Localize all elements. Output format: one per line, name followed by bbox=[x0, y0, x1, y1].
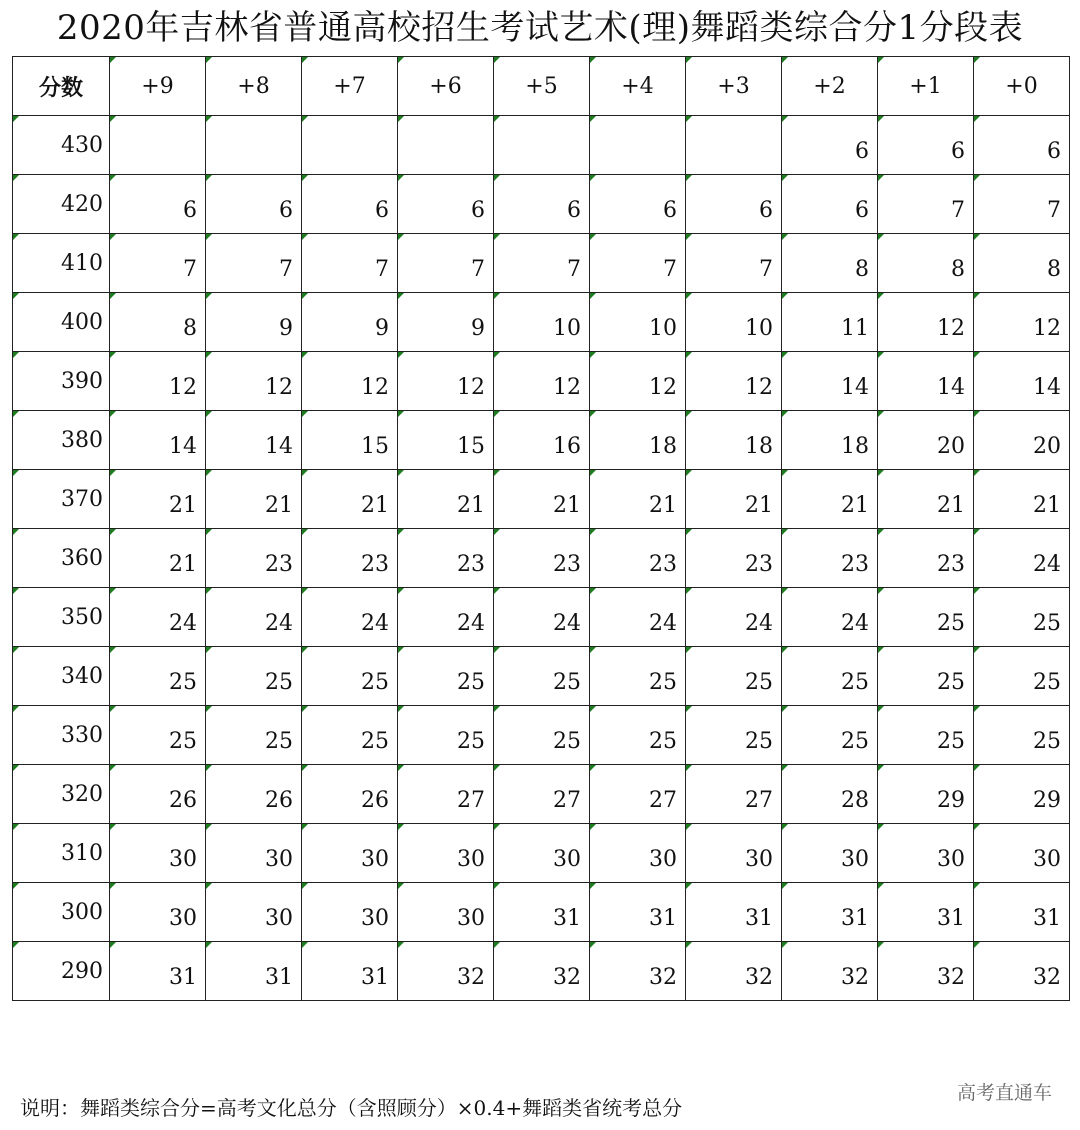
table-cell: 12 bbox=[110, 352, 206, 411]
table-cell: 32 bbox=[590, 942, 686, 1001]
table-cell: 24 bbox=[206, 588, 302, 647]
table-cell: 25 bbox=[302, 647, 398, 706]
table-cell: 6 bbox=[782, 116, 878, 175]
header-offset: +7 bbox=[302, 57, 398, 116]
score-segment-table bbox=[12, 56, 1070, 1001]
row-score: 350 bbox=[13, 588, 110, 647]
table-cell: 29 bbox=[878, 765, 974, 824]
table-cell: 6 bbox=[782, 175, 878, 234]
page-title: 2020年吉林省普通高校招生考试艺术(理)舞蹈类综合分1分段表 bbox=[56, 8, 1024, 48]
table-cell: 18 bbox=[590, 411, 686, 470]
table-row bbox=[13, 647, 1070, 706]
table-cell: 26 bbox=[206, 765, 302, 824]
table-cell: 25 bbox=[206, 706, 302, 765]
header-offset: +3 bbox=[686, 57, 782, 116]
row-score: 410 bbox=[13, 234, 110, 293]
table-cell: 21 bbox=[782, 470, 878, 529]
row-score: 370 bbox=[13, 470, 110, 529]
table-cell: 23 bbox=[878, 529, 974, 588]
table-cell: 7 bbox=[110, 234, 206, 293]
header-offset: +4 bbox=[590, 57, 686, 116]
table-cell: 28 bbox=[782, 765, 878, 824]
table-row bbox=[13, 293, 1070, 352]
table-cell: 31 bbox=[110, 942, 206, 1001]
table-cell: 20 bbox=[878, 411, 974, 470]
table-cell: 10 bbox=[494, 293, 590, 352]
table-cell: 25 bbox=[686, 647, 782, 706]
header-offset: +8 bbox=[206, 57, 302, 116]
table-cell: 31 bbox=[302, 942, 398, 1001]
header-offset: +6 bbox=[398, 57, 494, 116]
table-cell: 30 bbox=[398, 824, 494, 883]
table-cell: 7 bbox=[686, 234, 782, 293]
table-cell: 25 bbox=[398, 647, 494, 706]
table-cell: 21 bbox=[494, 470, 590, 529]
table-cell: 25 bbox=[782, 706, 878, 765]
table-cell: 25 bbox=[398, 706, 494, 765]
table-cell: 7 bbox=[206, 234, 302, 293]
table-cell: 21 bbox=[878, 470, 974, 529]
table-cell: 18 bbox=[686, 411, 782, 470]
table-cell: 30 bbox=[110, 883, 206, 942]
table-cell: 24 bbox=[782, 588, 878, 647]
header-row bbox=[13, 57, 1070, 116]
table-cell: 14 bbox=[974, 352, 1070, 411]
table-cell: 25 bbox=[878, 706, 974, 765]
table-cell: 14 bbox=[206, 411, 302, 470]
header-offset: +1 bbox=[878, 57, 974, 116]
table-cell: 30 bbox=[494, 824, 590, 883]
footnote: 说明：舞蹈类综合分=高考文化总分（含照顾分）×0.4+舞蹈类省统考总分 bbox=[20, 1096, 683, 1120]
table-cell: 32 bbox=[494, 942, 590, 1001]
table-cell: 12 bbox=[302, 352, 398, 411]
table-cell: 6 bbox=[110, 175, 206, 234]
table-cell: 25 bbox=[206, 647, 302, 706]
table-cell: 31 bbox=[494, 883, 590, 942]
table-cell: 11 bbox=[782, 293, 878, 352]
table-cell: 21 bbox=[206, 470, 302, 529]
table-cell bbox=[398, 116, 494, 175]
table-cell: 29 bbox=[974, 765, 1070, 824]
table-row bbox=[13, 411, 1070, 470]
table-cell bbox=[494, 116, 590, 175]
table-row bbox=[13, 175, 1070, 234]
table-cell: 25 bbox=[590, 647, 686, 706]
header-offset: +9 bbox=[110, 57, 206, 116]
table-cell: 31 bbox=[782, 883, 878, 942]
table-cell: 23 bbox=[398, 529, 494, 588]
table-cell: 12 bbox=[494, 352, 590, 411]
table-cell: 18 bbox=[782, 411, 878, 470]
row-score: 430 bbox=[13, 116, 110, 175]
table-row bbox=[13, 588, 1070, 647]
table-cell: 8 bbox=[782, 234, 878, 293]
table-cell: 12 bbox=[974, 293, 1070, 352]
table-cell: 7 bbox=[974, 175, 1070, 234]
header-offset: +2 bbox=[782, 57, 878, 116]
table-cell: 25 bbox=[878, 647, 974, 706]
table-cell: 7 bbox=[398, 234, 494, 293]
table-row bbox=[13, 706, 1070, 765]
table-cell: 30 bbox=[302, 824, 398, 883]
table-cell: 25 bbox=[686, 706, 782, 765]
row-score: 400 bbox=[13, 293, 110, 352]
table-cell: 24 bbox=[110, 588, 206, 647]
table-cell: 32 bbox=[686, 942, 782, 1001]
table-cell: 30 bbox=[782, 824, 878, 883]
table-cell: 30 bbox=[590, 824, 686, 883]
table-row bbox=[13, 116, 1070, 175]
table-cell: 27 bbox=[686, 765, 782, 824]
table-cell: 21 bbox=[302, 470, 398, 529]
table-cell: 25 bbox=[494, 706, 590, 765]
table-cell: 25 bbox=[590, 706, 686, 765]
table-cell: 10 bbox=[590, 293, 686, 352]
table-cell: 14 bbox=[110, 411, 206, 470]
table-cell: 25 bbox=[782, 647, 878, 706]
table-cell: 23 bbox=[494, 529, 590, 588]
table-cell: 30 bbox=[206, 883, 302, 942]
table-cell: 10 bbox=[686, 293, 782, 352]
table-body bbox=[13, 116, 1070, 1001]
table-row bbox=[13, 352, 1070, 411]
row-score: 300 bbox=[13, 883, 110, 942]
table-cell: 9 bbox=[206, 293, 302, 352]
table-cell: 24 bbox=[590, 588, 686, 647]
table-cell: 20 bbox=[974, 411, 1070, 470]
table-cell: 25 bbox=[974, 706, 1070, 765]
table-cell: 7 bbox=[494, 234, 590, 293]
table-row bbox=[13, 824, 1070, 883]
table-cell: 30 bbox=[206, 824, 302, 883]
table-cell: 6 bbox=[302, 175, 398, 234]
table-cell: 30 bbox=[110, 824, 206, 883]
table-cell: 27 bbox=[494, 765, 590, 824]
table-cell: 31 bbox=[878, 883, 974, 942]
table-cell: 6 bbox=[686, 175, 782, 234]
table-cell: 25 bbox=[494, 647, 590, 706]
table-cell bbox=[110, 116, 206, 175]
table-cell: 21 bbox=[398, 470, 494, 529]
table-cell: 30 bbox=[302, 883, 398, 942]
table-cell: 12 bbox=[590, 352, 686, 411]
table-row bbox=[13, 470, 1070, 529]
table-cell: 15 bbox=[398, 411, 494, 470]
row-score: 330 bbox=[13, 706, 110, 765]
table-cell: 23 bbox=[590, 529, 686, 588]
table-cell: 23 bbox=[302, 529, 398, 588]
table-cell: 6 bbox=[398, 175, 494, 234]
table-cell: 16 bbox=[494, 411, 590, 470]
table-cell: 21 bbox=[110, 470, 206, 529]
table-cell: 31 bbox=[686, 883, 782, 942]
table-cell: 30 bbox=[686, 824, 782, 883]
table-row bbox=[13, 942, 1070, 1001]
row-score: 340 bbox=[13, 647, 110, 706]
table-cell: 8 bbox=[878, 234, 974, 293]
table-cell: 25 bbox=[302, 706, 398, 765]
table-row bbox=[13, 765, 1070, 824]
table-cell: 24 bbox=[398, 588, 494, 647]
table-cell: 6 bbox=[878, 116, 974, 175]
header-offset: +0 bbox=[974, 57, 1070, 116]
table-cell bbox=[206, 116, 302, 175]
table-cell: 24 bbox=[302, 588, 398, 647]
table-cell: 31 bbox=[590, 883, 686, 942]
table-cell: 9 bbox=[302, 293, 398, 352]
row-score: 380 bbox=[13, 411, 110, 470]
table-cell: 27 bbox=[590, 765, 686, 824]
row-score: 360 bbox=[13, 529, 110, 588]
table-cell: 12 bbox=[686, 352, 782, 411]
table-cell: 30 bbox=[878, 824, 974, 883]
table-cell: 25 bbox=[974, 588, 1070, 647]
table-cell bbox=[302, 116, 398, 175]
table-cell: 27 bbox=[398, 765, 494, 824]
table-cell: 12 bbox=[878, 293, 974, 352]
table-cell: 8 bbox=[110, 293, 206, 352]
table-cell: 7 bbox=[878, 175, 974, 234]
table-cell: 21 bbox=[686, 470, 782, 529]
table-cell: 14 bbox=[878, 352, 974, 411]
header-offset: +5 bbox=[494, 57, 590, 116]
table-cell: 21 bbox=[590, 470, 686, 529]
table-cell: 6 bbox=[494, 175, 590, 234]
table-cell: 32 bbox=[398, 942, 494, 1001]
table-cell: 25 bbox=[974, 647, 1070, 706]
table-cell: 31 bbox=[974, 883, 1070, 942]
table-row bbox=[13, 529, 1070, 588]
row-score: 310 bbox=[13, 824, 110, 883]
table-cell: 25 bbox=[878, 588, 974, 647]
table-row bbox=[13, 234, 1070, 293]
row-score: 390 bbox=[13, 352, 110, 411]
row-score: 290 bbox=[13, 942, 110, 1001]
table-cell: 8 bbox=[974, 234, 1070, 293]
table-cell: 30 bbox=[974, 824, 1070, 883]
table-cell: 26 bbox=[302, 765, 398, 824]
watermark-text: 高考直通车 bbox=[956, 1082, 1052, 1104]
table-cell: 7 bbox=[302, 234, 398, 293]
table-cell: 6 bbox=[206, 175, 302, 234]
table-cell: 7 bbox=[590, 234, 686, 293]
header-score: 分数 bbox=[13, 57, 110, 116]
table-cell: 23 bbox=[782, 529, 878, 588]
row-score: 320 bbox=[13, 765, 110, 824]
table-cell: 32 bbox=[974, 942, 1070, 1001]
table-cell: 24 bbox=[494, 588, 590, 647]
table-cell: 6 bbox=[590, 175, 686, 234]
table-cell: 21 bbox=[110, 529, 206, 588]
table-row bbox=[13, 883, 1070, 942]
table-cell: 21 bbox=[974, 470, 1070, 529]
table-cell: 32 bbox=[878, 942, 974, 1001]
table-cell: 31 bbox=[206, 942, 302, 1001]
table-cell: 32 bbox=[782, 942, 878, 1001]
table-cell: 23 bbox=[206, 529, 302, 588]
table-cell: 25 bbox=[110, 647, 206, 706]
table-cell: 14 bbox=[782, 352, 878, 411]
table-cell: 15 bbox=[302, 411, 398, 470]
table-cell: 26 bbox=[110, 765, 206, 824]
table-cell: 23 bbox=[686, 529, 782, 588]
table-cell: 12 bbox=[206, 352, 302, 411]
table-cell: 12 bbox=[398, 352, 494, 411]
row-score: 420 bbox=[13, 175, 110, 234]
table-cell: 24 bbox=[686, 588, 782, 647]
table-cell: 6 bbox=[974, 116, 1070, 175]
table-cell bbox=[686, 116, 782, 175]
table-cell: 25 bbox=[110, 706, 206, 765]
table-cell: 30 bbox=[398, 883, 494, 942]
table-cell bbox=[590, 116, 686, 175]
table-cell: 9 bbox=[398, 293, 494, 352]
table-cell: 24 bbox=[974, 529, 1070, 588]
